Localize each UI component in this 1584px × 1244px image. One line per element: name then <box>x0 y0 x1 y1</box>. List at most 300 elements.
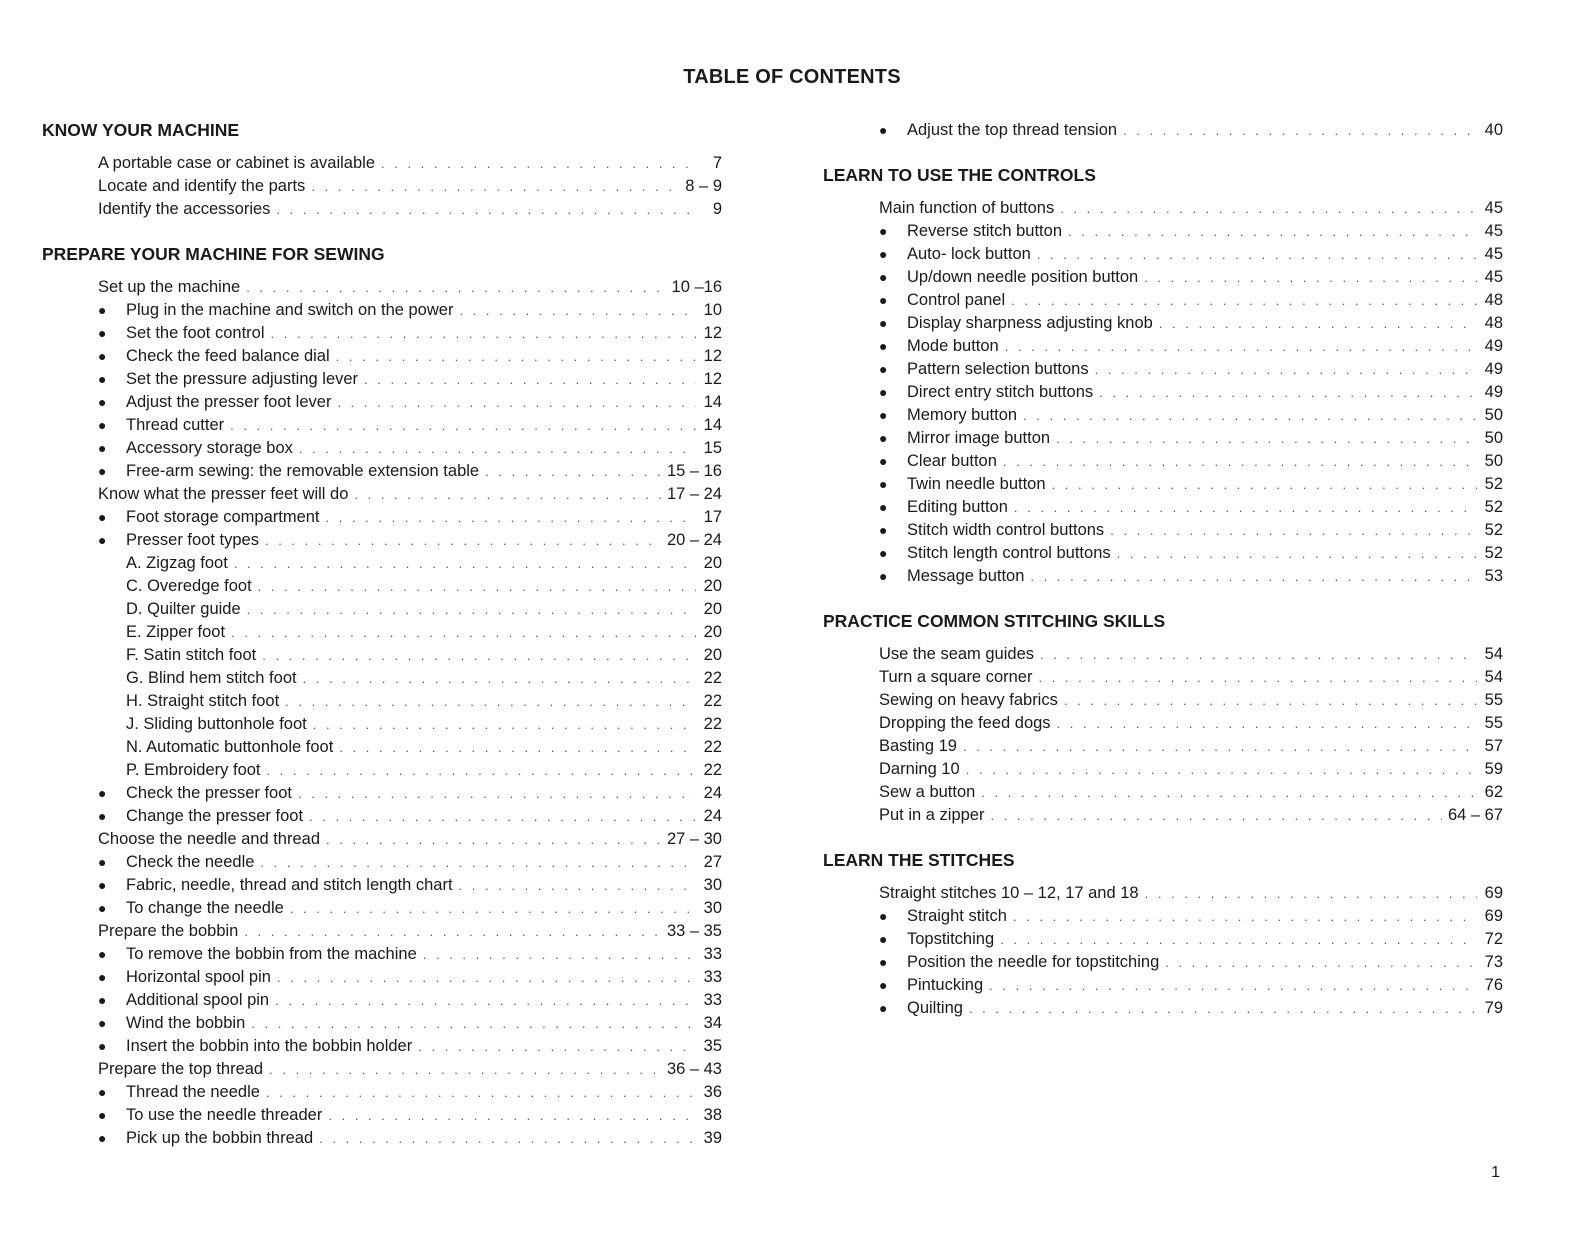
toc-section-learn-to-use-the-controls <box>823 164 1503 588</box>
toc-entry-page: 72 <box>1484 930 1503 948</box>
toc-entry[interactable] <box>823 519 1503 542</box>
toc-entry-label: F. Satin stitch foot <box>126 646 257 664</box>
toc-entry[interactable] <box>823 928 1503 951</box>
toc-entry-label: To use the needle threader <box>126 1106 323 1124</box>
toc-entry-page: 55 <box>1484 691 1503 709</box>
toc-entry-label: Stitch width control buttons <box>907 521 1105 539</box>
toc-entry-label: J. Sliding buttonhole foot <box>126 715 307 733</box>
bullet-icon: ● <box>98 325 107 341</box>
toc-entry-label: A. Zigzag foot <box>126 554 228 572</box>
toc-entry-page: 48 <box>1484 314 1503 332</box>
toc-entry-label: G. Blind hem stitch foot <box>126 669 297 687</box>
dot-leader <box>969 997 1477 1020</box>
toc-entry[interactable] <box>42 437 722 460</box>
toc-entry-label: To remove the bobbin from the machine <box>126 945 417 963</box>
dot-leader <box>1060 197 1477 220</box>
toc-entry[interactable] <box>42 575 722 598</box>
toc-entry-label: Basting 19 <box>879 737 957 755</box>
toc-entry-page: 64 – 67 <box>1447 806 1503 824</box>
toc-entry[interactable] <box>42 667 722 690</box>
dot-leader <box>1013 905 1477 928</box>
toc-entry-label: Adjust the presser foot lever <box>126 393 332 411</box>
dot-leader <box>262 644 696 667</box>
toc-entry[interactable] <box>42 598 722 621</box>
toc-entry-page: 12 <box>703 347 722 365</box>
toc-entry[interactable] <box>42 460 722 483</box>
toc-entry[interactable] <box>42 506 722 529</box>
toc-entry-page: 10 –16 <box>671 278 722 296</box>
bullet-icon: ● <box>98 900 107 916</box>
toc-entry[interactable] <box>42 391 722 414</box>
section-heading: PREPARE YOUR MACHINE FOR SEWING <box>42 244 385 264</box>
toc-entry-page: 52 <box>1484 498 1503 516</box>
dot-leader <box>1068 220 1477 243</box>
toc-entry-page: 50 <box>1484 429 1503 447</box>
bullet-icon: ● <box>879 269 888 285</box>
toc-entry-label: Sewing on heavy fabrics <box>879 691 1058 709</box>
toc-entry-label: Accessory storage box <box>126 439 293 457</box>
toc-right-column <box>823 119 1503 1042</box>
bullet-icon: ● <box>879 122 888 138</box>
toc-entry[interactable] <box>42 529 722 552</box>
toc-entry[interactable] <box>42 621 722 644</box>
dot-leader <box>246 276 665 299</box>
toc-entry-page: 22 <box>703 715 722 733</box>
toc-entry-label: Prepare the bobbin <box>98 922 239 940</box>
toc-entry[interactable] <box>42 552 722 575</box>
toc-entry[interactable] <box>42 152 722 175</box>
dot-leader <box>1037 243 1477 266</box>
dot-leader <box>313 713 696 736</box>
toc-entry-label: Twin needle button <box>907 475 1046 493</box>
toc-entry[interactable] <box>42 920 722 943</box>
dot-leader <box>234 552 696 575</box>
toc-entry[interactable] <box>42 175 722 198</box>
bullet-icon: ● <box>98 808 107 824</box>
toc-entry[interactable] <box>42 1127 722 1150</box>
section-heading: PRACTICE COMMON STITCHING SKILLS <box>823 611 1166 631</box>
toc-entry-page: 27 <box>703 853 722 871</box>
toc-entry[interactable] <box>823 220 1503 243</box>
dot-leader <box>381 152 696 175</box>
toc-entry[interactable] <box>823 119 1503 142</box>
toc-entry[interactable] <box>823 666 1503 689</box>
toc-entry-label: Auto- lock button <box>907 245 1031 263</box>
toc-entry-page: 50 <box>1484 452 1503 470</box>
toc-entry-page: 30 <box>703 876 722 894</box>
toc-entry-label: Pintucking <box>907 976 984 994</box>
toc-entry[interactable] <box>823 997 1503 1020</box>
toc-entry-page: 54 <box>1484 668 1503 686</box>
toc-entry[interactable] <box>823 882 1503 905</box>
dot-leader <box>303 667 696 690</box>
toc-entry[interactable] <box>42 1035 722 1058</box>
dot-leader <box>267 759 696 782</box>
toc-entry[interactable] <box>42 198 722 221</box>
toc-entry-label: Message button <box>907 567 1025 585</box>
dot-leader <box>1040 643 1477 666</box>
dot-leader <box>285 690 696 713</box>
toc-entry[interactable] <box>823 266 1503 289</box>
toc-entry-page: 34 <box>703 1014 722 1032</box>
toc-entry-page: 20 – 24 <box>666 531 722 549</box>
dot-leader <box>298 782 696 805</box>
toc-entry-label: Set the pressure adjusting lever <box>126 370 359 388</box>
toc-entry[interactable] <box>42 322 722 345</box>
dot-leader <box>1064 689 1477 712</box>
toc-entry-label: Clear button <box>907 452 997 470</box>
page-number: 1 <box>1491 1164 1500 1181</box>
toc-entry[interactable] <box>42 759 722 782</box>
toc-entry[interactable] <box>823 404 1503 427</box>
toc-entry-page: 35 <box>703 1037 722 1055</box>
toc-entry-page: 24 <box>703 784 722 802</box>
toc-left-column <box>42 119 722 1172</box>
toc-entry[interactable] <box>823 197 1503 220</box>
toc-entry[interactable] <box>823 473 1503 496</box>
bullet-icon: ● <box>879 292 888 308</box>
toc-entry-label: Editing button <box>907 498 1008 516</box>
toc-entry-label: Change the presser foot <box>126 807 304 825</box>
section-heading: KNOW YOUR MACHINE <box>42 120 240 140</box>
bullet-icon: ● <box>879 430 888 446</box>
toc-entry-page: 59 <box>1484 760 1503 778</box>
section-heading: LEARN TO USE THE CONTROLS <box>823 165 1096 185</box>
toc-entry-label: Darning 10 <box>879 760 960 778</box>
toc-entry-page: 12 <box>703 324 722 342</box>
dot-leader <box>290 897 696 920</box>
toc-entry-page: 39 <box>703 1129 722 1147</box>
toc-entry-page: 15 – 16 <box>666 462 722 480</box>
toc-entry[interactable] <box>42 1012 722 1035</box>
bullet-icon: ● <box>98 1038 107 1054</box>
dot-leader <box>485 460 661 483</box>
toc-entry-label: Check the needle <box>126 853 255 871</box>
toc-entry[interactable] <box>823 542 1503 565</box>
toc-entry-label: Dropping the feed dogs <box>879 714 1051 732</box>
toc-entry[interactable] <box>42 713 722 736</box>
toc-entry[interactable] <box>823 951 1503 974</box>
toc-entry-page: 49 <box>1484 337 1503 355</box>
toc-entry-page: 69 <box>1484 884 1503 902</box>
toc-entry-page: 69 <box>1484 907 1503 925</box>
toc-entry-page: 17 <box>703 508 722 526</box>
bullet-icon: ● <box>98 1107 107 1123</box>
toc-entry-label: Sew a button <box>879 783 976 801</box>
dot-leader <box>337 391 696 414</box>
bullet-icon: ● <box>98 992 107 1008</box>
toc-entry-page: 20 <box>703 646 722 664</box>
bullet-icon: ● <box>879 954 888 970</box>
toc-entry[interactable] <box>823 735 1503 758</box>
page-title: TABLE OF CONTENTS <box>683 66 901 88</box>
dot-leader <box>989 974 1477 997</box>
bullet-icon: ● <box>98 440 107 456</box>
toc-entry-page: 33 – 35 <box>666 922 722 940</box>
bullet-icon: ● <box>98 1015 107 1031</box>
toc-entry-label: Reverse stitch button <box>907 222 1062 240</box>
toc-entry-page: 14 <box>703 393 722 411</box>
dot-leader <box>459 299 696 322</box>
toc-entry-page: 57 <box>1484 737 1503 755</box>
dot-leader <box>990 804 1441 827</box>
toc-section-practice-common-stitching-skills <box>823 610 1503 827</box>
toc-entry[interactable] <box>42 345 722 368</box>
toc-entry[interactable] <box>42 276 722 299</box>
dot-leader <box>260 851 696 874</box>
bullet-icon: ● <box>98 532 107 548</box>
toc-entry-label: Locate and identify the parts <box>98 177 306 195</box>
toc-entry-label: P. Embroidery foot <box>126 761 261 779</box>
dot-leader <box>309 805 696 828</box>
bullet-icon: ● <box>879 453 888 469</box>
dot-leader <box>1056 427 1477 450</box>
dot-leader <box>354 483 661 506</box>
toc-entry-page: 22 <box>703 669 722 687</box>
toc-entry-label: Up/down needle position button <box>907 268 1139 286</box>
toc-entry-page: 20 <box>703 577 722 595</box>
toc-entry[interactable] <box>42 690 722 713</box>
toc-entry-page: 36 – 43 <box>666 1060 722 1078</box>
bullet-icon: ● <box>879 568 888 584</box>
toc-entry-page: 20 <box>703 623 722 641</box>
toc-entry[interactable] <box>823 450 1503 473</box>
bullet-icon: ● <box>879 315 888 331</box>
toc-entry-page: 17 – 24 <box>666 485 722 503</box>
dot-leader <box>963 735 1477 758</box>
bullet-icon: ● <box>98 877 107 893</box>
toc-entry-label: Know what the presser feet will do <box>98 485 349 503</box>
toc-entry-label: Check the presser foot <box>126 784 292 802</box>
toc-entry-label: Prepare the top thread <box>98 1060 264 1078</box>
toc-entry[interactable] <box>42 1081 722 1104</box>
toc-entry-label: Put in a zipper <box>879 806 985 824</box>
toc-entry-page: 14 <box>703 416 722 434</box>
dot-leader <box>265 529 661 552</box>
toc-entry-label: Presser foot types <box>126 531 259 549</box>
toc-entry[interactable] <box>823 712 1503 735</box>
bullet-icon: ● <box>98 509 107 525</box>
toc-entry-label: H. Straight stitch foot <box>126 692 280 710</box>
toc-entry[interactable] <box>823 381 1503 404</box>
toc-entry-label: Stitch length control buttons <box>907 544 1111 562</box>
toc-entry-label: Topstitching <box>907 930 995 948</box>
toc-entry[interactable] <box>42 966 722 989</box>
toc-entry-label: Thread the needle <box>126 1083 260 1101</box>
dot-leader <box>418 1035 696 1058</box>
dot-leader <box>1099 381 1477 404</box>
dot-leader <box>1011 289 1477 312</box>
toc-entry[interactable] <box>823 804 1503 827</box>
toc-entry-label: Control panel <box>907 291 1006 309</box>
toc-entry-page: 53 <box>1484 567 1503 585</box>
toc-entry-page: 40 <box>1484 121 1503 139</box>
dot-leader <box>1003 450 1477 473</box>
dot-leader <box>230 414 696 437</box>
toc-entry-label: Identify the accessories <box>98 200 271 218</box>
bullet-icon: ● <box>879 1000 888 1016</box>
toc-entry[interactable] <box>42 828 722 851</box>
dot-leader <box>328 1104 696 1127</box>
bullet-icon: ● <box>98 463 107 479</box>
toc-entry-label: Main function of buttons <box>879 199 1055 217</box>
dot-leader <box>966 758 1477 781</box>
toc-entry-page: 8 – 9 <box>685 177 722 195</box>
dot-leader <box>336 345 696 368</box>
dot-leader <box>269 1058 661 1081</box>
toc-section-continued <box>823 119 1503 142</box>
toc-entry[interactable] <box>42 897 722 920</box>
dot-leader <box>1165 951 1477 974</box>
dot-leader <box>275 989 696 1012</box>
bullet-icon: ● <box>879 361 888 377</box>
dot-leader <box>364 368 696 391</box>
toc-entry-page: 12 <box>703 370 722 388</box>
toc-entry-page: 45 <box>1484 222 1503 240</box>
toc-entry-page: 20 <box>703 554 722 572</box>
toc-entry[interactable] <box>823 781 1503 804</box>
toc-entry-page: 36 <box>703 1083 722 1101</box>
toc-entry[interactable] <box>823 312 1503 335</box>
toc-entry-label: Fabric, needle, thread and stitch length chart <box>126 876 453 894</box>
toc-entry[interactable] <box>42 805 722 828</box>
toc-entry[interactable] <box>823 496 1503 519</box>
toc-entry-label: Memory button <box>907 406 1018 424</box>
toc-entry-page: 52 <box>1484 521 1503 539</box>
toc-entry[interactable] <box>42 989 722 1012</box>
dot-leader <box>247 598 696 621</box>
toc-entry[interactable] <box>823 643 1503 666</box>
dot-leader <box>258 575 696 598</box>
dot-leader <box>981 781 1477 804</box>
dot-leader <box>1052 473 1477 496</box>
dot-leader <box>1159 312 1477 335</box>
toc-entry-label: Plug in the machine and switch on the power <box>126 301 454 319</box>
toc-entry[interactable] <box>823 974 1503 997</box>
toc-entry[interactable] <box>42 736 722 759</box>
bullet-icon: ● <box>98 785 107 801</box>
toc-entry-label: Display sharpness adjusting knob <box>907 314 1153 332</box>
toc-entry-label: N. Automatic buttonhole foot <box>126 738 334 756</box>
bullet-icon: ● <box>98 302 107 318</box>
toc-entry-page: 24 <box>703 807 722 825</box>
bullet-icon: ● <box>879 338 888 354</box>
toc-entry[interactable] <box>823 243 1503 266</box>
dot-leader <box>1145 882 1477 905</box>
dot-leader <box>299 437 696 460</box>
bullet-icon: ● <box>879 522 888 538</box>
bullet-icon: ● <box>98 371 107 387</box>
toc-entry-page: 73 <box>1484 953 1503 971</box>
bullet-icon: ● <box>879 246 888 262</box>
toc-entry-page: 45 <box>1484 245 1503 263</box>
toc-entry-label: To change the needle <box>126 899 284 917</box>
toc-entry-page: 49 <box>1484 383 1503 401</box>
toc-entry-label: E. Zipper foot <box>126 623 226 641</box>
dot-leader <box>1117 542 1477 565</box>
dot-leader <box>423 943 696 966</box>
bullet-icon: ● <box>879 384 888 400</box>
dot-leader <box>1095 358 1477 381</box>
toc-entry[interactable] <box>42 851 722 874</box>
toc-entry-label: Use the seam guides <box>879 645 1035 663</box>
toc-entry-page: 9 <box>712 200 722 218</box>
bullet-icon: ● <box>98 1130 107 1146</box>
toc-entry-label: Position the needle for topstitching <box>907 953 1160 971</box>
bullet-icon: ● <box>98 946 107 962</box>
dot-leader <box>339 736 696 759</box>
toc-entry-label: Set the foot control <box>126 324 265 342</box>
toc-entry-label: Insert the bobbin into the bobbin holder <box>126 1037 413 1055</box>
toc-entry-page: 79 <box>1484 999 1503 1017</box>
toc-entry-page: 27 – 30 <box>666 830 722 848</box>
toc-entry-page: 33 <box>703 945 722 963</box>
toc-entry[interactable] <box>42 368 722 391</box>
bullet-icon: ● <box>98 394 107 410</box>
dot-leader <box>276 198 696 221</box>
toc-entry[interactable] <box>823 758 1503 781</box>
toc-entry-page: 15 <box>703 439 722 457</box>
bullet-icon: ● <box>98 969 107 985</box>
dot-leader <box>1014 496 1477 519</box>
toc-entry[interactable] <box>42 414 722 437</box>
bullet-icon: ● <box>879 977 888 993</box>
toc-entry[interactable] <box>42 943 722 966</box>
dot-leader <box>311 175 679 198</box>
toc-entry[interactable] <box>42 874 722 897</box>
toc-entry[interactable] <box>823 358 1503 381</box>
toc-entry-label: Horizontal spool pin <box>126 968 271 986</box>
dot-leader <box>326 506 696 529</box>
dot-leader <box>277 966 696 989</box>
toc-entry-label: A portable case or cabinet is available <box>98 154 376 172</box>
toc-entry[interactable] <box>823 565 1503 588</box>
toc-entry-label: Pattern selection buttons <box>907 360 1089 378</box>
toc-entry-page: 45 <box>1484 199 1503 217</box>
toc-entry[interactable] <box>823 335 1503 358</box>
toc-entry[interactable] <box>42 782 722 805</box>
dot-leader <box>459 874 696 897</box>
bullet-icon: ● <box>879 407 888 423</box>
toc-entry-page: 55 <box>1484 714 1503 732</box>
dot-leader <box>251 1012 696 1035</box>
dot-leader <box>244 920 661 943</box>
dot-leader <box>1005 335 1477 358</box>
toc-entry-page: 50 <box>1484 406 1503 424</box>
toc-entry[interactable] <box>823 689 1503 712</box>
toc-entry-page: 52 <box>1484 475 1503 493</box>
toc-entry[interactable] <box>42 644 722 667</box>
toc-entry[interactable] <box>823 289 1503 312</box>
toc-entry-label: Direct entry stitch buttons <box>907 383 1094 401</box>
toc-entry-label: Additional spool pin <box>126 991 270 1009</box>
toc-entry[interactable] <box>42 1058 722 1081</box>
bullet-icon: ● <box>879 931 888 947</box>
toc-entry[interactable] <box>42 299 722 322</box>
dot-leader <box>326 828 661 851</box>
toc-entry[interactable] <box>823 905 1503 928</box>
bullet-icon: ● <box>879 223 888 239</box>
toc-entry[interactable] <box>42 1104 722 1127</box>
toc-entry-page: 30 <box>703 899 722 917</box>
toc-entry-label: Mode button <box>907 337 999 355</box>
toc-entry[interactable] <box>42 483 722 506</box>
dot-leader <box>1000 928 1477 951</box>
toc-entry[interactable] <box>823 427 1503 450</box>
toc-entry-label: Straight stitch <box>907 907 1007 925</box>
dot-leader <box>1123 119 1477 142</box>
bullet-icon: ● <box>98 348 107 364</box>
